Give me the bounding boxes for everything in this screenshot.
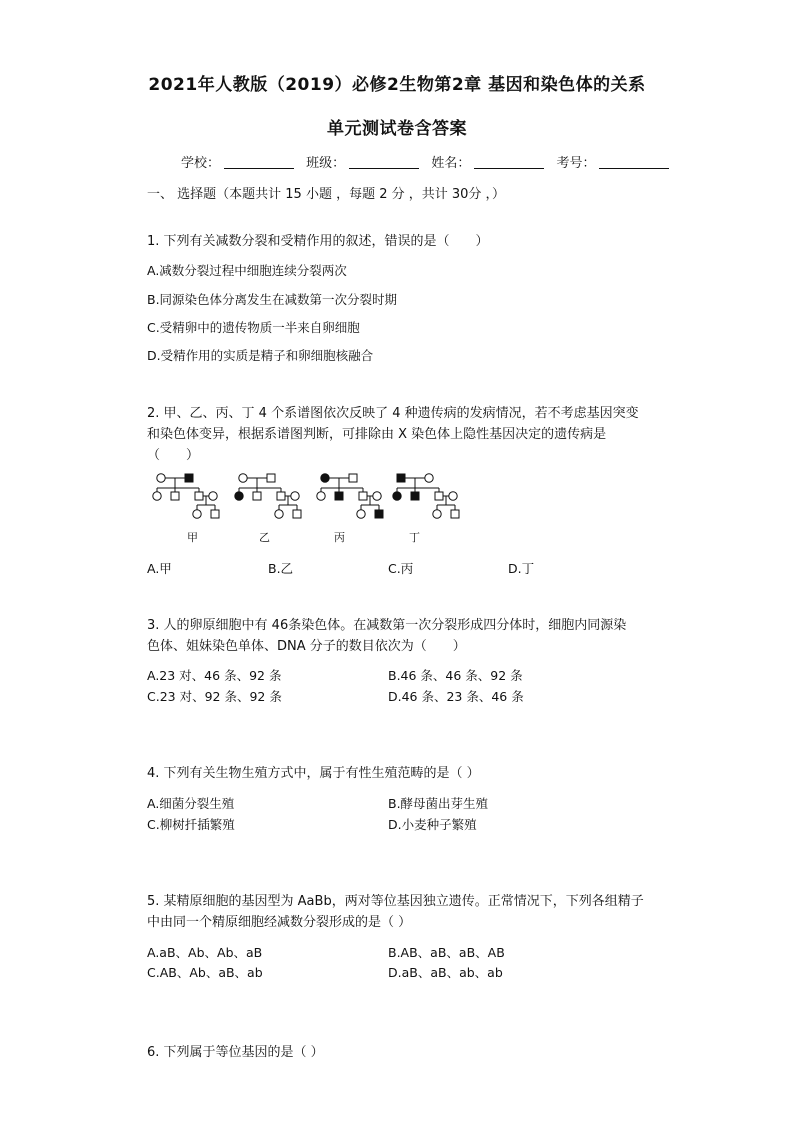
question-4-stem: 4. 下列有关生物生殖方式中，属于有性生殖范畴的是（ ） bbox=[147, 766, 480, 781]
question-4-option-c: C.柳树扦插繁殖 bbox=[147, 817, 235, 832]
question-5-option-c: C.AB、Ab、aB、ab bbox=[147, 965, 263, 980]
pedigree-bing bbox=[317, 474, 383, 518]
pedigree-figure bbox=[148, 470, 468, 530]
question-5-stem-line-2: 中由同一个精原细胞经减数分裂形成的是（ ） bbox=[147, 915, 412, 930]
question-1-option-b: B.同源染色体分离发生在减数第一次分裂时期 bbox=[147, 292, 398, 307]
page-title: 2021年人教版（2019）必修2生物第2章 基因和染色体的关系 bbox=[148, 75, 646, 95]
question-4-option-a: A.细菌分裂生殖 bbox=[147, 796, 235, 811]
class-blank bbox=[349, 155, 419, 169]
class-label: 班级： bbox=[306, 156, 346, 171]
question-3-option-a: A.23 对、46 条、92 条 bbox=[147, 668, 282, 683]
question-5-stem-line-1: 5. 某精原细胞的基因型为 AaBb，两对等位基因独立遗传。正常情况下，下列各组精子 bbox=[147, 894, 644, 909]
question-6-stem: 6. 下列属于等位基因的是（ ） bbox=[147, 1045, 324, 1060]
question-3-option-c: C.23 对、92 条、92 条 bbox=[147, 689, 282, 704]
pedigree-label-yi: 乙 bbox=[259, 531, 270, 544]
question-5-option-a: A.aB、Ab、Ab、aB bbox=[147, 945, 263, 960]
section-heading: 一、 选择题（本题共计 15 小题 ，每题 2 分 ，共计 30分 ，） bbox=[147, 187, 506, 202]
question-2-stem-line-3: （ ） bbox=[147, 448, 200, 463]
question-2-stem-line-2: 和染色体变异，根据系谱图判断，可排除由 X 染色体上隐性基因决定的遗传病是 bbox=[147, 427, 607, 442]
school-blank bbox=[224, 155, 294, 169]
school-label: 学校： bbox=[181, 156, 221, 171]
question-3-stem-line-2: 色体、姐妹染色单体、DNA 分子的数目依次为（ ） bbox=[147, 639, 466, 654]
question-1-stem: 1. 下列有关减数分裂和受精作用的叙述，错误的是（ ） bbox=[147, 234, 489, 249]
pedigree-jia bbox=[153, 474, 219, 518]
question-1-option-a: A.减数分裂过程中细胞连续分裂两次 bbox=[147, 263, 347, 278]
pedigree-ding bbox=[393, 474, 459, 518]
exam-number-label: 考号： bbox=[556, 156, 596, 171]
name-label: 姓名： bbox=[431, 156, 471, 171]
question-3-option-d: D.46 条、23 条、46 条 bbox=[388, 689, 524, 704]
pedigree-label-jia: 甲 bbox=[187, 531, 198, 544]
question-2-option-a: A.甲 bbox=[147, 561, 172, 576]
question-3-option-b: B.46 条、46 条、92 条 bbox=[388, 668, 523, 683]
pedigree-label-bing: 丙 bbox=[334, 531, 345, 544]
question-2-option-b: B.乙 bbox=[268, 561, 294, 576]
question-2-stem-line-1: 2. 甲、乙、丙、丁 4 个系谱图依次反映了 4 种遗传病的发病情况，若不考虑基因突变 bbox=[147, 406, 639, 421]
question-4-option-b: B.酵母菌出芽生殖 bbox=[388, 796, 489, 811]
question-3-stem-line-1: 3. 人的卵原细胞中有 46条染色体。在减数第一次分裂形成四分体时，细胞内同源染 bbox=[147, 618, 627, 633]
student-info-row bbox=[181, 152, 677, 171]
question-1-option-c: C.受精卵中的遗传物质一半来自卵细胞 bbox=[147, 320, 360, 335]
question-5-option-b: B.AB、aB、aB、AB bbox=[388, 945, 505, 960]
question-2-option-d: D.丁 bbox=[508, 561, 535, 576]
exam-number-blank bbox=[599, 155, 669, 169]
name-blank bbox=[474, 155, 544, 169]
pedigree-yi bbox=[235, 474, 301, 518]
question-1-option-d: D.受精作用的实质是精子和卵细胞核融合 bbox=[147, 348, 374, 363]
page-subtitle: 单元测试卷含答案 bbox=[327, 119, 467, 139]
question-4-option-d: D.小麦种子繁殖 bbox=[388, 817, 477, 832]
question-5-option-d: D.aB、aB、ab、ab bbox=[388, 965, 503, 980]
pedigree-label-ding: 丁 bbox=[409, 531, 420, 544]
question-2-option-c: C.丙 bbox=[388, 561, 414, 576]
